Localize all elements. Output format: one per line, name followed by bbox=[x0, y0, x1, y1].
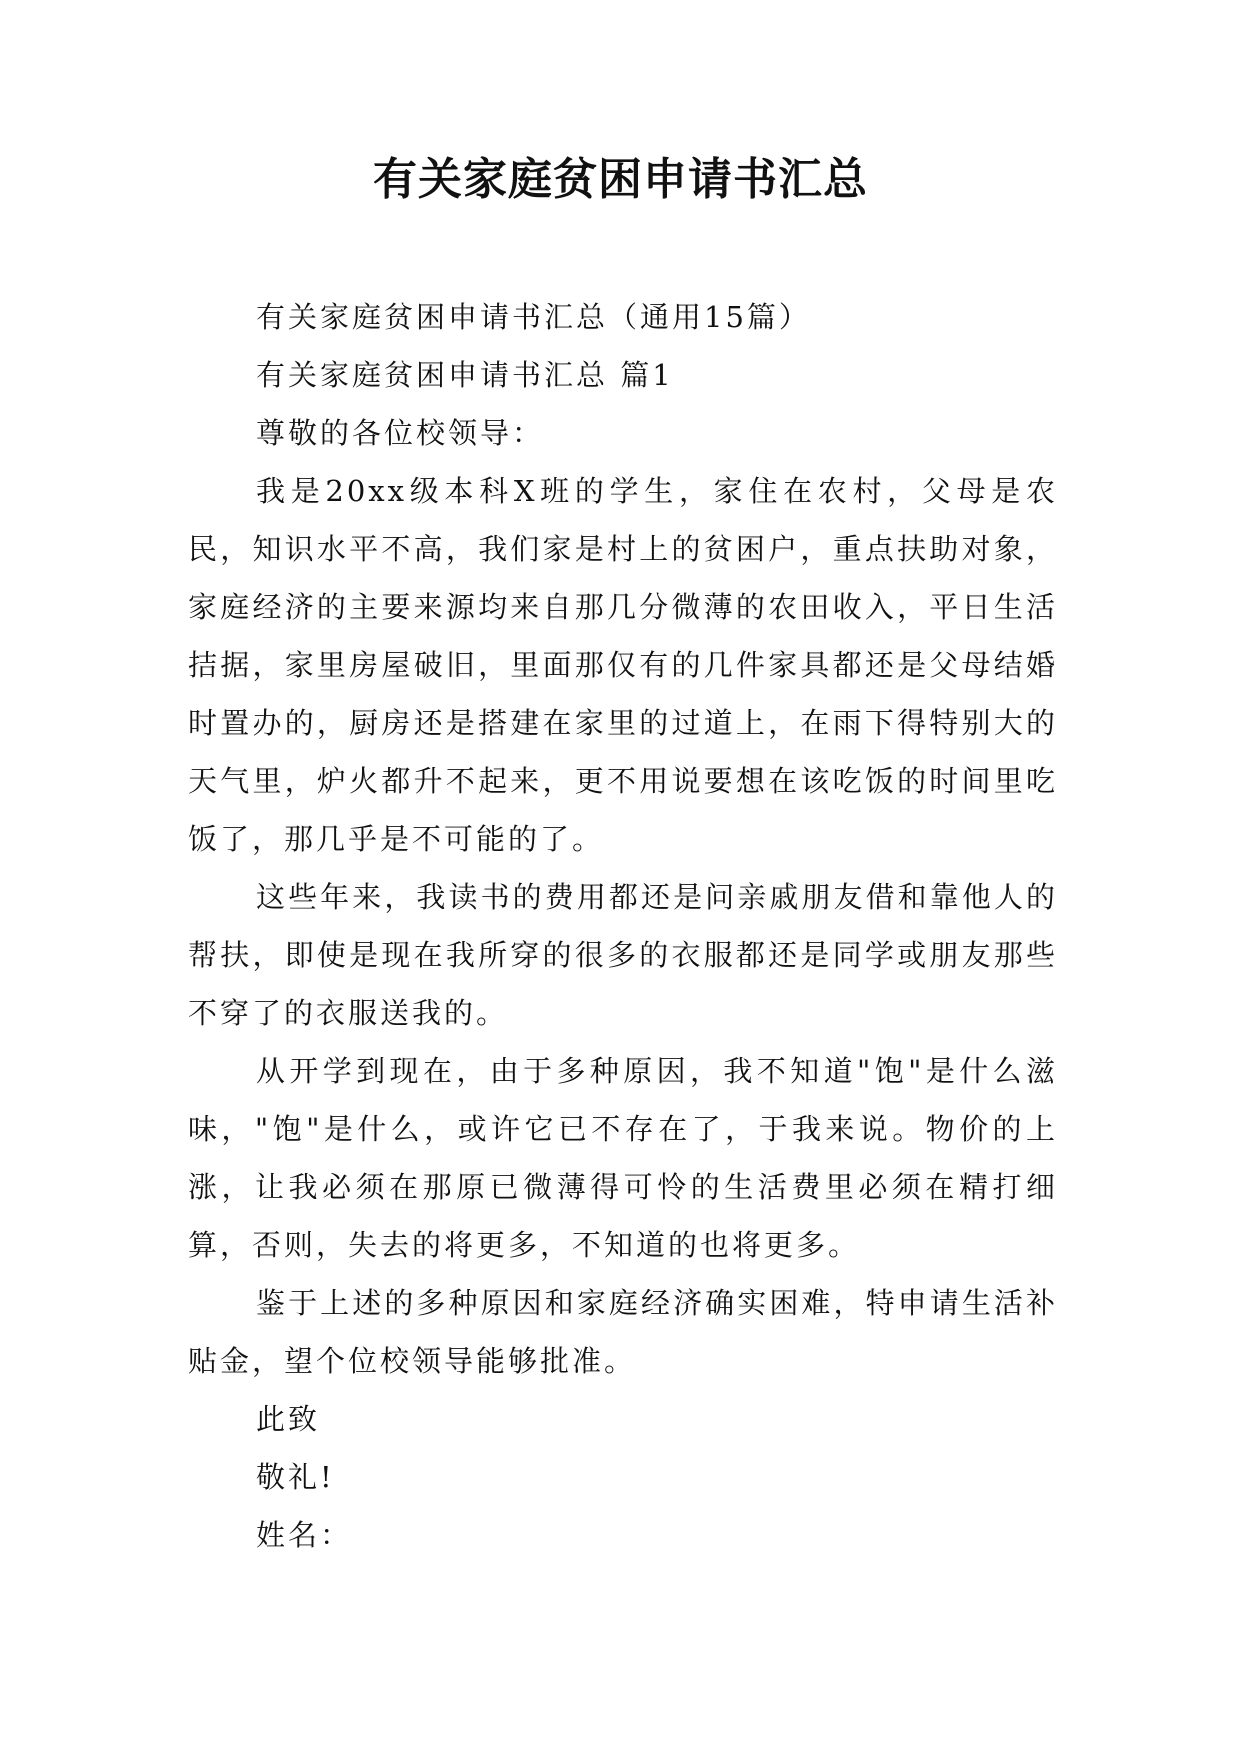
paragraph: 我是20xx级本科X班的学生，家住在农村，父母是农民，知识水平不高，我们家是村上的贫困户，重点扶助对象，家庭经济的主要来源均来自那几分微薄的农田收入，平日生活拮据，家里房屋破旧，里面那仅有的几件家具都还是父母结婚时置办的，厨房还是搭建在家里的过道上，在雨下得特别大的天气里，炉火都升不起来，更不用说要想在该吃饭的时间里吃饭了，那几乎是不可能的了。 bbox=[188, 474, 1058, 856]
document-subtitle: 有关家庭贫困申请书汇总（通用15篇） bbox=[256, 300, 811, 334]
closing-line: 此致 bbox=[256, 1402, 321, 1436]
document-title: 有关家庭贫困申请书汇总 bbox=[373, 154, 868, 205]
closing-salute: 敬礼! bbox=[256, 1460, 335, 1494]
paragraph: 鉴于上述的多种原因和家庭经济确实困难，特申请生活补贴金，望个位校领导能够批准。 bbox=[188, 1286, 1058, 1378]
section-heading: 有关家庭贫困申请书汇总 篇1 bbox=[256, 358, 674, 392]
document-body bbox=[188, 288, 1058, 1564]
paragraph: 从开学到现在，由于多种原因，我不知道"饱"是什么滋味，"饱"是什么，或许它已不存在了，于我来说。物价的上涨，让我必须在那原已微薄得可怜的生活费里必须在精打细算，否则，失去的将更多，不知道的也将更多。 bbox=[188, 1054, 1058, 1262]
paragraph: 这些年来，我读书的费用都还是问亲戚朋友借和靠他人的帮扶，即使是现在我所穿的很多的衣服都还是同学或朋友那些不穿了的衣服送我的。 bbox=[188, 880, 1058, 1030]
name-label: 姓名： bbox=[256, 1518, 353, 1552]
salutation: 尊敬的各位校领导： bbox=[256, 416, 545, 450]
